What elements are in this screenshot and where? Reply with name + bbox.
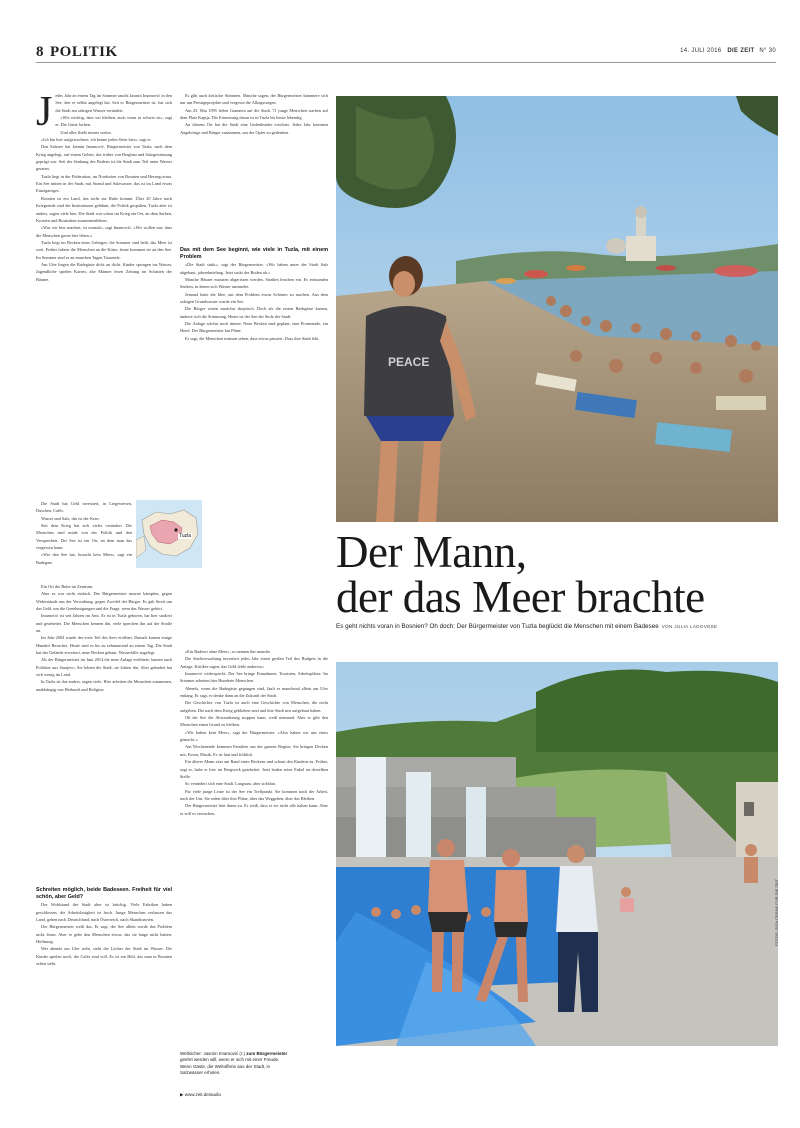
article-paragraph: Ein älterer Mann sitzt am Rand eines Beckens und schaut den Kindern zu. Früher, sagt er, habe er hier im Bergwerk gearbeitet. Jetzt baden seine Enkel an derselben Stelle. (180, 759, 328, 779)
caption-text: Weltsicher: Jasmin Imamović (r.) (180, 1051, 245, 1056)
article-paragraph: Er sagt, die Menschen müssen sehen, dass etwas passiert. Dass ihre Stadt lebt. (185, 335, 320, 341)
subhead-1: Schreiten möglich, beide Badeseen. Freiheit für viel schön, aber Geld? (36, 887, 172, 900)
article-paragraph: Imamović ist seit Jahren im Amt. Er ist in Tuzla geboren, hat hier studiert und gearbeitet. Die Menschen kennen ihn, viele sprechen ihn auf der Straße an. (36, 613, 172, 634)
subhead-2: Das mit dem See beginnt, wie viele in Tuzla, mit einem Problem (180, 247, 328, 260)
article-paragraph: Im Jahr 2004 wurde der erste Teil des Sees eröffnet. Damals kamen einige Hundert Besucher. Heute sind es bis zu zehntausend an einem Tag. Die Stadt hat das Gelände erweitert, neue Becken gebaut, Wasserfälle angelegt. (36, 635, 172, 656)
article-paragraph: »Ein Badeort ohne Meer«, so nennen ihn manche. (185, 649, 272, 654)
article-paragraph: Wer abends am Ufer steht, sieht die Lichter der Stadt im Wasser. Die Kinder spielen noch, die Cafés sind voll. Es ist ein Bild, das man in Bosnien selten sieht. (36, 946, 172, 966)
article-paragraph: Den Salzsee hat Jasmin Imamović, Bürgermeister von Tuzla, nach dem Krieg angelegt, auf einem Gebiet, das früher von Bergbau und Salzgewinnung geprägt war. Seit der Senkung des Bodens ist die Stadt zum Teil unter Wasser geraten. (36, 144, 172, 172)
article-column-1-middle (36, 583, 172, 881)
article-paragraph: Aber es war nicht einfach. Der Bürgermeister musste kämpfen, gegen Widerstände aus der Verwaltung, gegen Zweifel der Bürger. Es gab Streit um das Geld, um die Genehmigungen und die Frage, wem das Wasser gehört. (36, 591, 172, 612)
header-rule (36, 62, 776, 63)
article-paragraph: Der Wohlstand der Stadt aber ist brüchig. Viele Fabriken haben geschlossen, die Arbeitslosigkeit ist hoch. Junge Menschen verlassen das Land, gehen nach Deutschland, nach Österreich, nach Skandinavien. (36, 902, 172, 922)
svg-text:PEACE: PEACE (388, 355, 430, 369)
article-paragraph: Die Geschichte von Tuzla ist auch eine Geschichte von Menschen, die nicht aufgeben. Die nach dem Krieg geblieben sind und ihre Stadt neu aufgebaut haben. (180, 700, 328, 713)
headline-line-2: der das Meer brachte (336, 572, 705, 622)
article-paragraph: »Die Stadt sinkt«, sagt der Bürgermeister. »Wir haben unter der Stadt Salz abgebaut, jahrzehntelang. Jetzt sackt der Boden ab.« (180, 262, 328, 275)
article-column-2-lower (180, 648, 328, 1046)
article-paragraph: Manche Häuser mussten abgerissen werden. Straßen brachen ein. Es entstanden Senken, in denen sich Wasser sammelte. (180, 276, 328, 290)
article-paragraph: Am 25. Mai 1995 fielen Granaten auf die Stadt. 71 junge Menschen starben auf dem Platz Kapija. Die Erinnerung daran ist in Tuzla bis heute lebendig. (180, 107, 328, 121)
article-paragraph: Ein Ort der Ruhe im Zentrum. (41, 584, 94, 589)
article-column-1-beside-map (36, 500, 132, 580)
article-paragraph: Es gibt auch kritische Stimmen. Manche sagen, der Bürgermeister kümmere sich nur um Prestigeprojekte und vergesse die Alltagssorgen. (180, 93, 328, 106)
article-column-2-middle (180, 244, 328, 530)
article-paragraph: Die Anlage wächst noch immer. Neue Becken sind geplant, eine Promenade, ein Hotel. Der Bürgermeister hat Pläne. (180, 320, 328, 334)
article-paragraph: Die Bürger waren zunächst skeptisch. Doch als die ersten Badegäste kamen, änderte sich die Stimmung. Heute ist der See der Stolz der Stadt. (180, 306, 328, 319)
headline-line-1: Der Mann, (336, 527, 527, 577)
page-number: 8 (36, 44, 44, 60)
map-city-label: Tuzla (179, 533, 192, 539)
article-paragraph: »Was wir hier machen, ist normal«, sagt Imamović. »Wir wollen nur, dass die Menschen gerne hier leben.« (36, 225, 172, 238)
section-name: POLITIK (50, 44, 118, 60)
article-column-2-top (180, 92, 328, 242)
article-paragraph: Imamović widerspricht. Der See bringe Einnahmen, Touristen, Arbeitsplätze. Im Sommer arbeiten hier Hunderte Menschen. (180, 671, 328, 684)
article-headline (336, 527, 786, 622)
photo-caption (180, 1051, 290, 1077)
publication-name: DIE ZEIT (727, 48, 755, 54)
article-paragraph: Für viele junge Leute ist der See ein Treffpunkt. Sie kommen nach der Arbeit, nach der Uni. Sie reden über ihre Pläne, über das Weggehen, über das Bleiben. (180, 788, 328, 801)
weblink-text[interactable]: www.zeit.de/audio (184, 1092, 221, 1097)
issue-info (680, 48, 776, 54)
article-paragraph: Die Stadt hat Geld investiert, in Liegewiesen, Duschen, Cafés. (36, 501, 132, 514)
byline: VON JULIA LADOVESE (661, 624, 718, 629)
article-paragraph: Tuzla liegt in der Föderation, im Nordosten von Bosnien und Herzegowina. Ein See mitten in der Stadt, mit Strand und Salzwasser, das ist im Land etwas Einzigartiges. (36, 173, 172, 194)
drop-cap: J (36, 92, 53, 135)
article-paragraph: »Ich bin hier aufgewachsen, ich kenne jeden Stein hier«, sagt er. (41, 137, 152, 143)
article-paragraph: Jedes Jahr an einem Tag im Sommer taucht Jasmin Imamović in den See, den er selbst angelegt hat. Seit er Bürgermeister ist, hat sich die Stadt am salzigen Wasser verändert. (36, 92, 172, 135)
article-paragraph: »Wie wichtig, dass wir bleiben, auch wenn es schwer ist«, sagt er. Die Gäste lachen. (55, 115, 172, 128)
page-header (36, 44, 118, 61)
article-paragraph: »Wir haben kein Meer«, sagt der Bürgermeister. »Also haben wir uns eines gemacht.« (180, 729, 328, 743)
article-paragraph: So verändert sich eine Stadt. Langsam, aber sichtbar. (185, 781, 276, 787)
article-paragraph: Ob der See die Abwanderung stoppen kann, weiß niemand. Aber er gibt den Menschen einen Grund zu bleiben. (180, 715, 328, 728)
article-paragraph: Der Bürgermeister hört ihnen zu. Er weiß, dass er sie nicht alle halten kann. Aber er will es versuchen. (180, 803, 328, 816)
article-dek (336, 623, 756, 632)
dek-text: Es geht nichts voran in Bosnien? Oh doch: Der Bürgermeister von Tuzla beglückt die Menschen mit einem Badesee (336, 623, 659, 630)
article-paragraph: In Tuzla ist das anders, sagen viele. Hier arbeiten die Menschen zusammen, unabhängig von Herkunft und Religion. (36, 679, 172, 692)
caption-rest: geehrt werden will, wenn er sich mit einer Freude. Wenn Gäste, die Weltoffene aus der Stadt, in Salzwasser erholen. (180, 1057, 280, 1076)
issue-date: 14. JULI 2016 (680, 48, 722, 54)
article-paragraph: »Wer den See hat, braucht kein Meer«, sagt ein Badegast. (36, 552, 132, 565)
caption-bold: zum Bürgermeister (246, 1051, 288, 1056)
article-column-1-top (36, 92, 172, 494)
article-paragraph: Tuzla liegt im Becken eines Gebirges, die Sommer sind heiß, das Meer ist weit. Früher fuhren die Menschen an die Küste, heute kommen sie an den See. Im Sommer sind es an manchen Tagen Tausende. (36, 239, 172, 260)
article-paragraph: Der Bürgermeister weiß das. Er sagt, der See allein werde das Problem nicht lösen. Aber er gebe den Menschen etwas, das sie lange nicht hatten: Hoffnung. (36, 924, 172, 944)
article-paragraph: Am Wochenende kommen Familien aus der ganzen Region. Sie bringen Decken mit, Essen, Musik. Es ist laut und fröhlich. (180, 744, 328, 757)
article-paragraph: Und alles fließt immer weiter. (60, 129, 112, 135)
article-paragraph: Wasser und Salz, das ist der Kern. (41, 515, 100, 521)
article-paragraph: An diesem Ort hat die Stadt eine Gedenkstätte errichtet. Jedes Jahr kommen Angehörige und Bürger zusammen, um der Opfer zu gedenken. (180, 122, 328, 135)
article-paragraph: Seit dem Krieg hat sich vieles verändert. Die Menschen sind müde von der Politik und den Versprechen. Der See ist ein Ort, an dem man das vergessen kann. (36, 523, 132, 551)
article-paragraph: Bosnien ist ein Land, das nicht zur Ruhe kommt. Über 20 Jahre nach Kriegsende sind die Institutionen gelähmt, die Politik gespalten. Tuzla aber ist anders, sagen viele hier. Die Stadt war schon im Krieg ein Ort, an dem Serben, Kroaten und Bosniaken zusammenlebten. (36, 195, 172, 223)
issue-number: N° 30 (759, 48, 776, 54)
photo-credit: FOTOS: ZIGA CERNE FÜR DIE ZEIT (774, 878, 779, 946)
audio-weblink[interactable]: ▶ www.zeit.de/audio (180, 1092, 221, 1097)
article-paragraph: Am Ufer liegen die Badegäste dicht an dicht. Kinder springen ins Wasser, Jugendliche spielen Karten, alte Männer lesen Zeitung im Schatten der Bäume. (36, 261, 172, 282)
article-paragraph: Als der Bürgermeister im Juni 2014 die neue Anlage eröffnete, kamen auch Politiker aus Sarajevo. Sie lobten die Stadt, sie lobten ihn. Aber geändert hat sich wenig im Land. (36, 657, 172, 678)
article-paragraph: Abends, wenn die Badegäste gegangen sind, läuft er manchmal allein am Ufer entlang. Er sagt, er denke dann an die Zukunft der Stadt. (180, 685, 328, 699)
article-column-1-bottom (36, 884, 172, 1094)
beach-photo (336, 96, 778, 522)
pool-photo (336, 662, 778, 1046)
article-paragraph: Jemand hatte die Idee, aus dem Problem etwas Schönes zu machen. Aus dem salzigen Grundwasser wurde ein See. (180, 291, 328, 304)
article-paragraph: Die Stadtverwaltung investiert jedes Jahr einen großen Teil des Budgets in die Anlage. Kritiker sagen, das Geld fehle anderswo. (180, 656, 328, 669)
